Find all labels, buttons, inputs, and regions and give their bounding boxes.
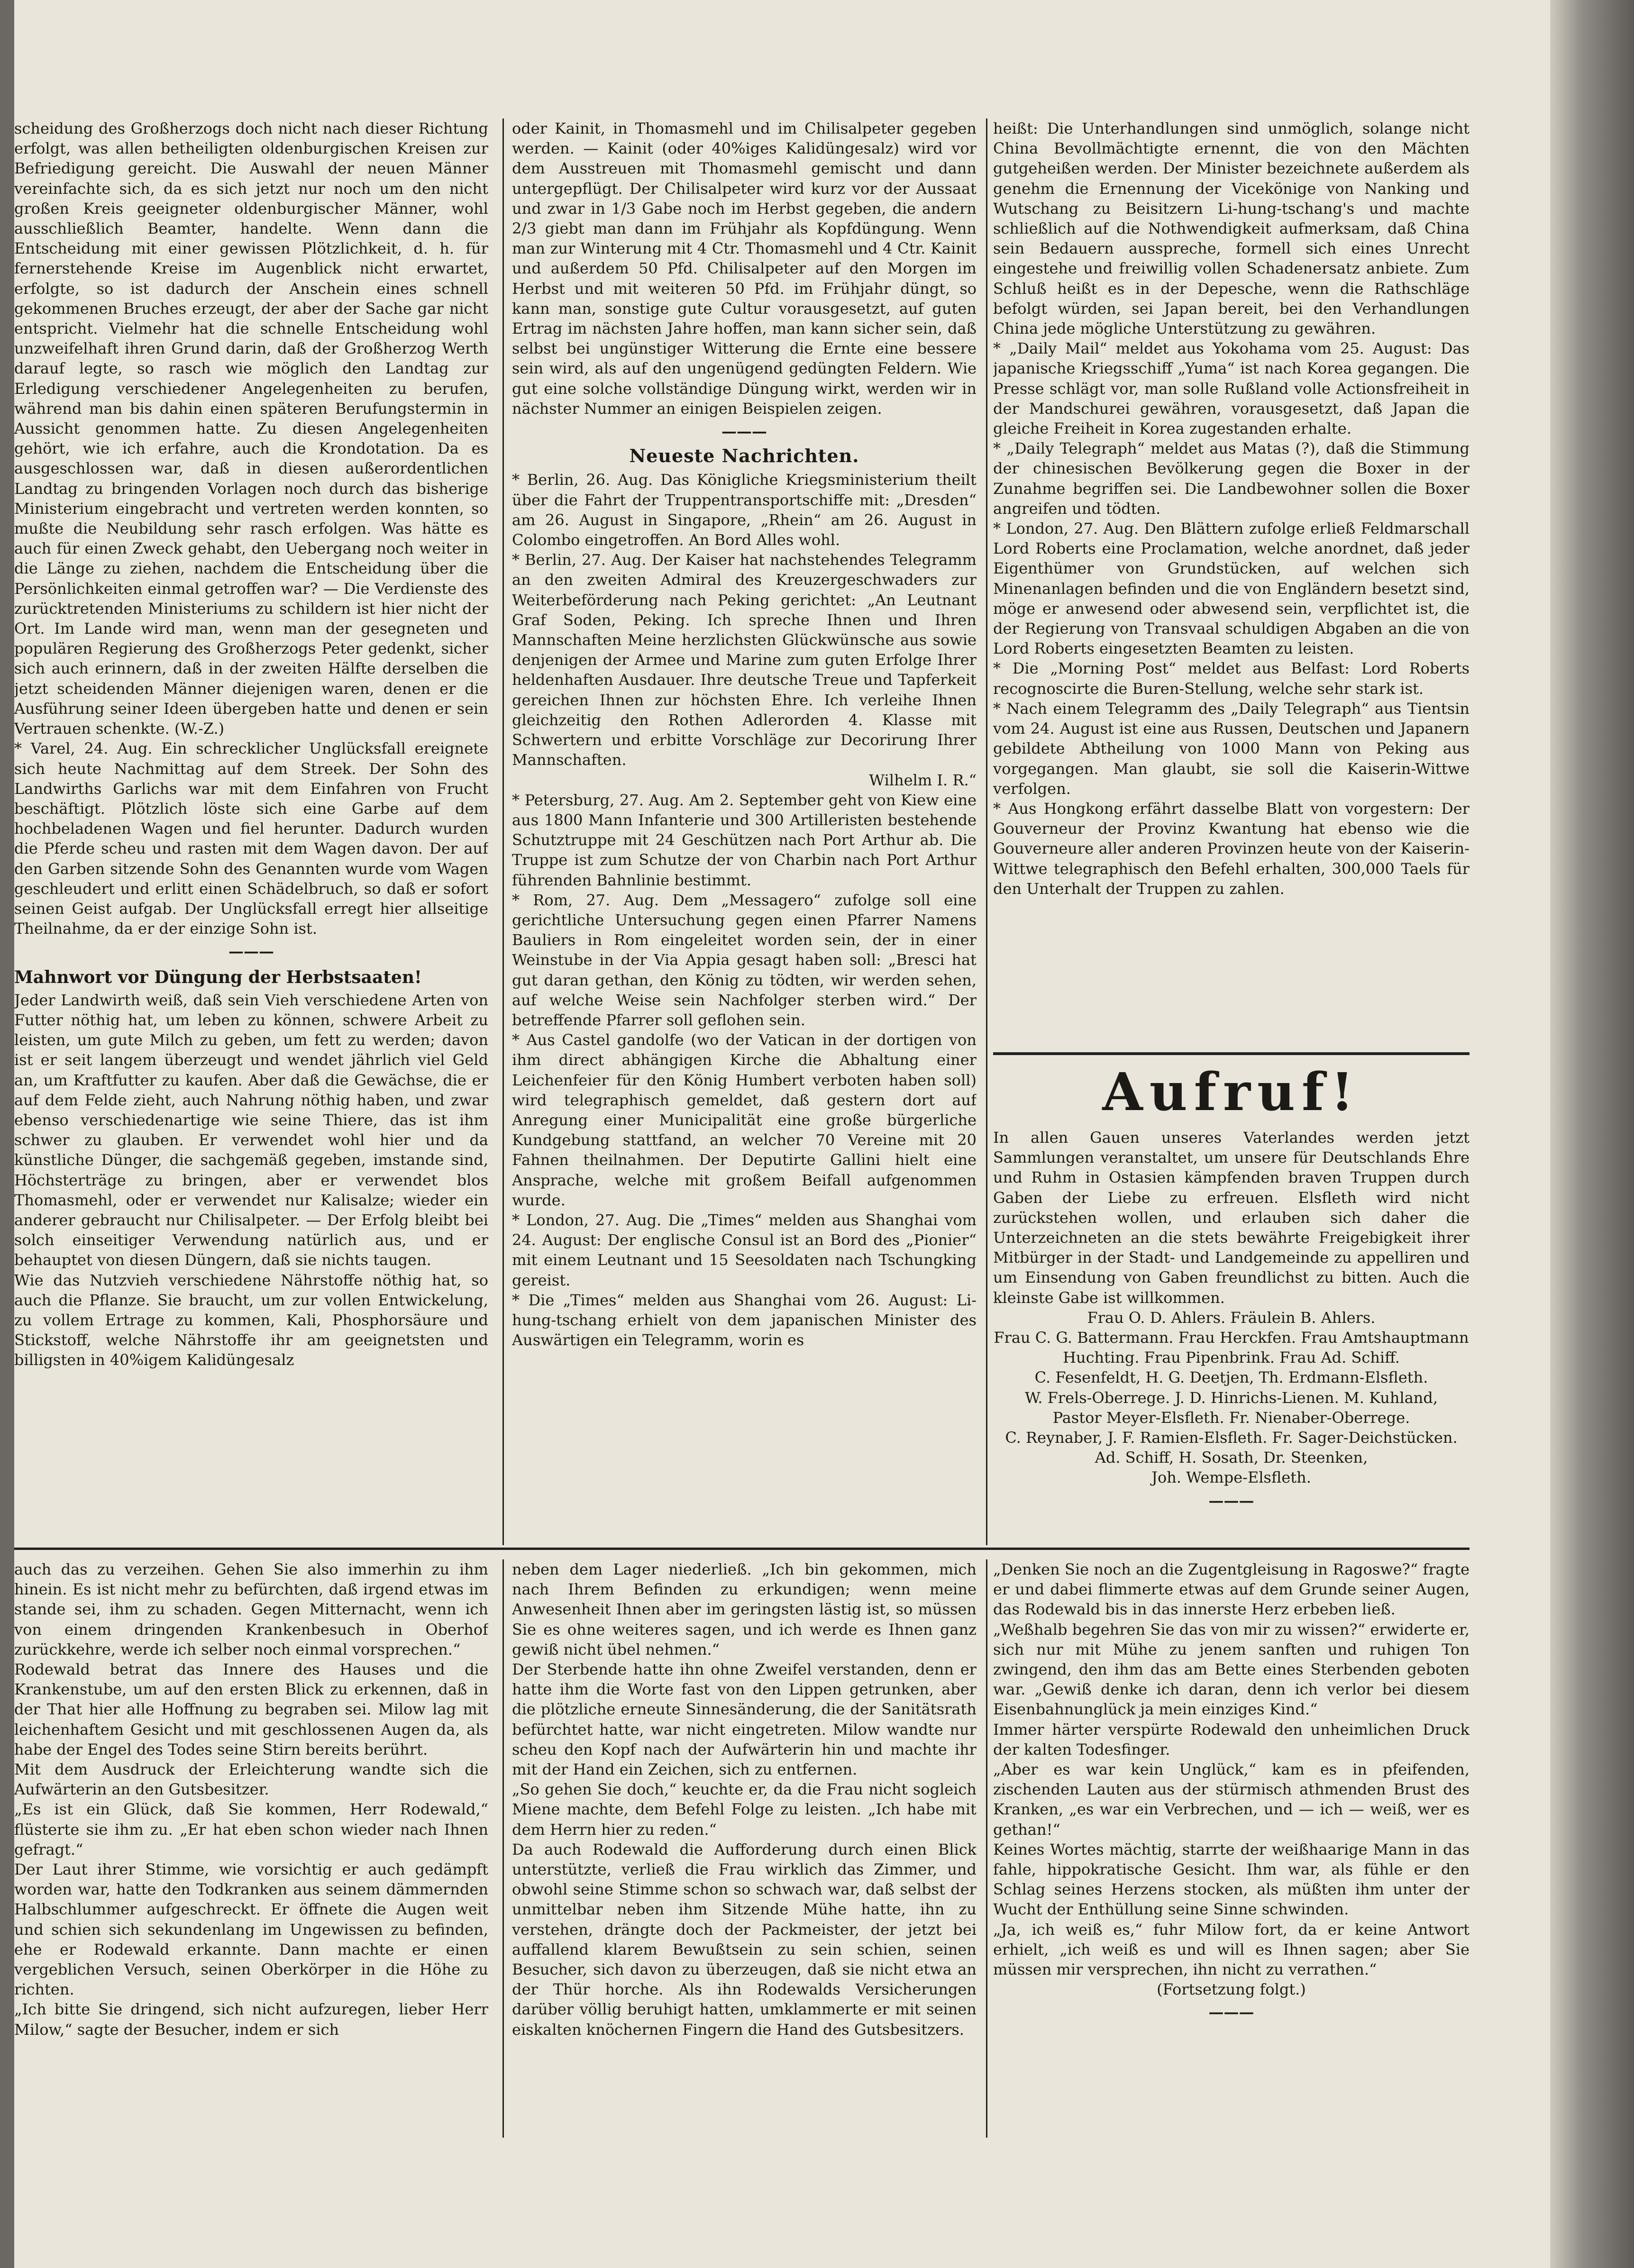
separator: ——— xyxy=(1208,2003,1254,2022)
paragraph: „Es ist ein Glück, daß Sie kommen, Herr Rodewald,“ flüsterte sie ihm zu. „Er hat eben schon wieder nach Ihnen gefragt.“ xyxy=(14,1800,488,1858)
paragraph: * Berlin, 26. Aug. Das Königliche Kriegsministerium theilt über die Fahrt der Truppentransportschiffe mit: „Dresden“ am 26. August in Singapore, „Rhein“ am 26. August in Colombo eingetroffen. An Bord Alles wohl. xyxy=(512,471,977,549)
signer-line: C. Fesenfeldt, H. G. Deetjen, Th. Erdmann-Elsfleth. xyxy=(1034,1368,1428,1387)
paragraph: * London, 27. Aug. Die „Times“ melden aus Shanghai vom 24. August: Der englische Consul ist an Bord des „Pionier“ mit einem Leutnant und 15 Seesoldaten nach Tschungking gereist. xyxy=(512,1211,977,1289)
paragraph: * Petersburg, 27. Aug. Am 2. September geht von Kiew eine aus 1800 Mann Infanterie und 300 Artilleristen bestehende Schutztruppe mit 24 Geschützen nach Port Arthur ab. Die Truppe ist zum Schutze der von Charbin nach Port Arthur führenden Bahnlinie bestimmt. xyxy=(512,791,977,889)
paragraph: Da auch Rodewald die Aufforderung durch einen Blick unterstützte, verließ die Frau wirklich das Zimmer, und obwohl seine Stimme schon so schwach war, daß selbst der unmittelbar neben ihm Sitzende Mühe hatte, ihn zu verstehen, drängte doch der Packmeister, der jetzt bei auffallend klarem Bewußtsein zu sein schien, seinen Besucher, sich davon zu überzeugen, daß sie nicht etwa an der Thür horche. Als ihn Rodewalds Versicherungen darüber völlig beruhigt hatten, umklammerte er mit seinen eiskalten knöchernen Fingern die Hand des Gutsbesitzers. xyxy=(512,1840,977,2039)
aufruf-rule xyxy=(993,1052,1470,1055)
paragraph: Der Sterbende hatte ihn ohne Zweifel verstanden, denn er hatte ihm die Worte fast von den Lippen getrunken, aber die plötzliche erneute Sinnesänderung, die der Sanitätsrath befürchtet hatte, war nicht eingetreten. Milow wandte nur scheu den Kopf nach der Aufwärterin hin und machte ihr mit der Hand ein Zeichen, sich zu entfernen. xyxy=(512,1660,977,1779)
separator: ——— xyxy=(1208,1491,1254,1510)
paragraph: oder Kainit, in Thomasmehl und im Chilisalpeter gegeben werden. — Kainit (oder 40%iges Kalidüngesalz) wird vor dem Ausstreuen mit Thomasmehl gemischt und dann untergepflügt. Der Chilisalpeter wird kurz vor der Aussaat und zwar in 1/3 Gabe noch im Herbst gegeben, die andern 2/3 giebt man dann im Frühjahr als Kopfdüngung. Wenn man zur Winterung mit 4 Ctr. Thomasmehl und 4 Ctr. Kainit und außerdem 50 Pfd. Chilisalpeter auf den Morgen im Herbst und mit weiteren 50 Pfd. im Frühjahr düngt, so kann man, sonstige gute Cultur vorausgesetzt, auf guten Ertrag im nächsten Jahre hoffen, man kann sicher sein, daß selbst bei ungünstiger Witterung die Ernte eine bessere sein wird, als auf den ungenügend gedüngten Feldern. Wie gut eine solche vollständige Düngung wirkt, werden wir in nächster Nummer an einigen Beispielen zeigen. xyxy=(512,119,977,418)
paragraph: neben dem Lager niederließ. „Ich bin gekommen, mich nach Ihrem Befinden zu erkundigen; wenn meine Anwesenheit Ihnen aber im geringsten lästig ist, so müssen Sie es ohne weiteres sagen, und ich werde es Ihnen ganz gewiß nicht übel nehmen.“ xyxy=(512,1560,977,1658)
signer-line: C. Reynaber, J. F. Ramien-Elsfleth. Fr. Sager-Deichstücken. Ad. Schiff, H. Sosath, Dr. Steenken, xyxy=(1005,1429,1458,1467)
paragraph: Keines Wortes mächtig, starrte der weißhaarige Mann in das fahle, hippokratische Gesicht. Ihm war, als fühle er den Schlag seines Herzens stocken, als müßten ihm unter der Wucht der Enthüllung seine Sinne schwinden. xyxy=(993,1840,1470,1919)
paragraph: Der Laut ihrer Stimme, wie vorsichtig er auch gedämpft worden war, hatte den Todkranken aus seinem dämmernden Halbschlummer aufgeschreckt. Er öffnete die Augen weit und schien sich sekundenlang im Ungewissen zu befinden, ehe er Rodewald erkannte. Dann machte er einen vergeblichen Versuch, seinen Oberkörper in die Höhe zu richten. xyxy=(14,1860,488,1999)
section-heading: Neueste Nachrichten. xyxy=(629,445,859,467)
paragraph: auch das zu verzeihen. Gehen Sie also immerhin zu ihm hinein. Es ist nicht mehr zu befürchten, daß irgend etwas im stande sei, ihm zu schaden. Gegen Mitternacht, wenn ich von einem dringenden Krankenbesuch in Oberhof zurückkehre, werde ich selber noch einmal vorsprechen.“ xyxy=(14,1560,488,1658)
signer-line: Frau C. G. Battermann. Frau Herckfen. Frau Amtshauptmann Huchting. Frau Pipenbrink. Frau Ad. Schiff. xyxy=(994,1329,1469,1367)
paragraph: „Weßhalb begehren Sie das von mir zu wissen?“ erwiderte er, sich nur mit Mühe zu jenem sanften und ruhigen Ton zwingend, den ihm das am Bette eines Sterbenden geboten war. „Gewiß denke ich daran, denn ich verlor bei diesem Eisenbahnunglück ja mein einziges Kind.“ xyxy=(993,1620,1470,1719)
signer-line: Joh. Wempe-Elsfleth. xyxy=(1151,1468,1311,1487)
paragraph: Mit dem Ausdruck der Erleichterung wandte sich die Aufwärterin an den Gutsbesitzer. xyxy=(14,1760,488,1799)
upper-column-3 xyxy=(993,118,1470,1024)
paragraph: „Aber es war kein Unglück,“ kam es in pfeifenden, zischenden Lauten aus der stürmisch athmenden Brust des Kranken, „es war ein Verbrechen, und — ich — weiß, wer es gethan!“ xyxy=(993,1760,1470,1839)
paragraph: Wie das Nutzvieh verschiedene Nährstoffe nöthig hat, so auch die Pflanze. Sie braucht, um zur vollen Entwickelung, zu vollem Ertrage zu kommen, Kali, Phosphorsäure und Stickstoff, welche Nährstoffe ihr am geeignetsten und billigsten in 40%igem Kalidüngesalz xyxy=(14,1271,488,1369)
paragraph: Jeder Landwirth weiß, daß sein Vieh verschiedene Arten von Futter nöthig hat, um leben zu können, schwere Arbeit zu leisten, um gute Milch zu geben, um fett zu werden; davon ist er seit langem überzeugt und wendet jährlich viel Geld an, um Kraftfutter zu kaufen. Aber daß die Gewächse, die er auf dem Felde zieht, auch Nahrung nöthig haben, und zwar ebenso verschiedenartige wie seine Thiere, das ist ihm schwer zu glauben. Er verwendet wohl hier und da künstliche Dünger, die sachgemäß gegeben, imstande sind, Höchsterträge zu bringen, aber er verwendet blos Thomasmehl, oder er verwendet nur Kalisalze; wieder ein anderer gebraucht nur Chilisalpeter. — Der Erfolg bleibt bei solch einseitiger Verwendung natürlich aus, und er behauptet von diesen Düngern, daß sie nichts taugen. xyxy=(14,991,488,1269)
paragraph: heißt: Die Unterhandlungen sind unmöglich, solange nicht China Bevollmächtigte ernennt, die von den Mächten gutgeheißen werden. Der Minister bezeichnete außerdem als genehm die Ernennung der Vicekönige von Nanking und Wutschang zu Beisitzern Li-hung-tschang's und machte schließlich auf die Nothwendigkeit aufmerksam, daß China sein Bedauern ausspreche, formell sich eines Unrecht eingestehe und freiwillig vollen Schadenersatz anbiete. Zum Schluß heißt es in der Depesche, wenn die Rathschläge befolgt würden, sei Japan bereit, bei den Verhandlungen China jede mögliche Unterstützung zu gewähren. xyxy=(993,119,1470,338)
paragraph: „Denken Sie noch an die Zugentgleisung in Ragoswe?“ fragte er und dabei flimmerte etwas auf dem Grunde seiner Augen, das Rodewald bis in das innerste Herz erbeben ließ. xyxy=(993,1560,1470,1619)
paragraph: „So gehen Sie doch,“ keuchte er, da die Frau nicht sogleich Miene machte, dem Befehl Folge zu leisten. „Ich habe mit dem Herrn hier zu reden.“ xyxy=(512,1780,977,1839)
article-heading: Mahnwort vor Düngung der Herbstsaaten! xyxy=(14,967,422,987)
paragraph: * Aus Hongkong erfährt dasselbe Blatt von vorgestern: Der Gouverneur der Provinz Kwantung hat ebenso wie die Gouverneure aller anderen Provinzen heute von der Kaiserin-Wittwe telegraphisch den Befehl erhalten, 300,000 Taels für den Unterhalt der Truppen zu zahlen. xyxy=(993,799,1470,898)
paragraph: In allen Gauen unseres Vaterlandes werden jetzt Sammlungen veranstaltet, um unsere für Deutschlands Ehre und Ruhm in Ostasien kämpfenden braven Truppen durch Gaben der Liebe zu erfreuen. Elsfleth wird nicht zurückstehen wollen, und erlauben sich daher die Unterzeichneten an die stets bewährte Freigebigkeit ihrer Mitbürger in der Stadt- und Landgemeinde zu appelliren und um Einsendung von Gaben freundlichst zu bitten. Auch die kleinste Gabe ist willkommen. xyxy=(993,1129,1470,1307)
paragraph: „Ja, ich weiß es,“ fuhr Milow fort, da er keine Antwort erhielt, „ich weiß es und will es Ihnen sagen; aber Sie müssen mir versprechen, ihn nicht zu verrathen.“ xyxy=(993,1920,1470,1979)
paragraph: „Ich bitte Sie dringend, sich nicht aufzuregen, lieber Herr Milow,“ sagte der Besucher, indem er sich xyxy=(14,2000,488,2039)
feuilleton-rule xyxy=(14,1548,1470,1550)
column-rule xyxy=(986,1559,987,2138)
separator: ——— xyxy=(228,942,274,961)
continued-note: (Fortsetzung folgt.) xyxy=(1157,1980,1306,1999)
signer-line: Pastor Meyer-Elsfleth. Fr. Nienaber-Oberrege. xyxy=(1052,1408,1410,1427)
page-edge xyxy=(1550,0,1634,2268)
signer-line: W. Frels-Oberrege. J. D. Hinrichs-Lienen. M. Kuhland, xyxy=(1024,1388,1438,1407)
column-rule xyxy=(502,1559,504,2138)
paragraph: * Die „Times“ melden aus Shanghai vom 26. August: Li-hung-tschang erhielt von dem japanischen Minister des Auswärtigen ein Telegramm, worin es xyxy=(512,1291,977,1349)
paragraph: * Aus Castel gandolfe (wo der Vatican in der dortigen von ihm direct abhängigen Kirche die Abhaltung einer Leichenfeier für den König Humbert verboten haben soll) wird telegraphisch gemeldet, daß gestern dort auf Anregung einer Municipalität eine große bürgerliche Kundgebung stattfand, an welcher 70 Vereine mit 20 Fahnen theilnahmen. Der Deputirte Gallini hielt eine Ansprache, welche mit großem Beifall aufgenommen wurde. xyxy=(512,1031,977,1209)
column-rule xyxy=(986,118,987,1545)
paragraph: * „Daily Mail“ meldet aus Yokohama vom 25. August: Das japanische Kriegsschiff „Yuma“ ist nach Korea gegangen. Die Presse schlägt vor, man solle Rußland volle Actionsfreiheit in der Mandschurei gewähren, vorausgesetzt, daß Japan die gleiche Freiheit in Korea zugestanden erhalte. xyxy=(993,339,1470,438)
newspaper-page xyxy=(14,0,1550,2268)
signer-line: Frau O. D. Ahlers. Fräulein B. Ahlers. xyxy=(1087,1308,1376,1327)
serial-column-3 xyxy=(993,1559,1470,2138)
paragraph: * Die „Morning Post“ meldet aus Belfast: Lord Roberts recognoscirte die Buren-Stellung, welche sehr stark ist. xyxy=(993,659,1470,698)
signature: Wilhelm I. R.“ xyxy=(869,771,977,789)
serial-column-1 xyxy=(14,1559,488,2138)
paragraph: Rodewald betrat das Innere des Hauses und die Krankenstube, um auf den ersten Blick zu erkennen, daß in der That hier alle Hoffnung zu begraben sei. Milow lag mit leichenhaftem Gesicht und mit geschlossenen Augen da, als habe der Engel des Todes seine Stirn bereits berührt. xyxy=(14,1660,488,1758)
paragraph: scheidung des Großherzogs doch nicht nach dieser Richtung erfolgt, was allen betheiligten oldenburgischen Kreisen zur Befriedigung gereicht. Die Auswahl der neuen Männer vereinfachte sich, da es sich jetzt nur noch um den nicht großen Kreis geeigneter oldenburgischer Männer, wohl ausschließlich Beamter, handelte. Wenn dann die Entscheidung mit einer gewissen Plötzlichkeit, d. h. für fernerstehende Kreise im Augenblick nicht erwartet, erfolgte, so ist dadurch der Anschein eines schnell gekommenen Bruches erzeugt, der aber der Sache gar nicht entspricht. Vielmehr hat die schnelle Entscheidung wohl unzweifelhaft ihren Grund darin, daß der Großherzog Werth darauf legte, so rasch wie möglich den Landtag zur Erledigung verschiedener Angelegenheiten zu berufen, während man bis dahin einen späteren Berufungstermin in Aussicht genommen hatte. Zu diesen Angelegenheiten gehört, wie ich erfahre, auch die Krondotation. Da es ausgeschlossen war, daß in diesen außerordentlichen Landtag zu bringenden Vorlagen noch durch das bisherige Ministerium eingebracht und vertreten werden konnten, so mußte die Neubildung sehr rasch erfolgen. Was hätte es auch für einen Zweck gehabt, den Uebergang noch weiter in die Länge zu ziehen, nachdem die Entscheidung über die Persönlichkeiten einmal getroffen war? — Die Verdienste des zurücktretenden Ministeriums zu schildern ist hier nicht der Ort. Im Lande wird man, wenn man der gesegneten und populären Regierung des Großherzogs Peter gedenkt, sicher sich auch erinnern, daß in der zweiten Hälfte derselben die jetzt scheidenden Männer diejenigen waren, denen er die Ausführung seiner Ideen übergeben hatte und denen er sein Vertrauen schenkte. (W.-Z.) xyxy=(14,119,488,738)
separator: ——— xyxy=(721,422,767,441)
serial-column-2 xyxy=(512,1559,977,2138)
aufruf-box xyxy=(993,1059,1470,1538)
paragraph: * Rom, 27. Aug. Dem „Messagero“ zufolge soll eine gerichtliche Untersuchung gegen einen Pfarrer Namens Bauliers in Rom eingeleitet worden sein, der in einer Weinstube in der Via Appia gesagt haben soll: „Bresci hat gut daran gethan, den König zu tödten, wir werden sehen, auf welche Weise sein Nachfolger sterben wird.“ Der betreffende Pfarrer soll geflohen sein. xyxy=(512,891,977,1029)
paragraph: Immer härter verspürte Rodewald den unheimlichen Druck der kalten Todesfinger. xyxy=(993,1720,1470,1758)
column-rule xyxy=(502,118,504,1545)
paragraph: * „Daily Telegraph“ meldet aus Matas (?), daß die Stimmung der chinesischen Bevölkerung gegen die Boxer in der Zunahme begriffen sei. Die Landbewohner sollen die Boxer angreifen und tödten. xyxy=(993,439,1470,518)
upper-column-1 xyxy=(14,118,488,1545)
paragraph: * Nach einem Telegramm des „Daily Telegraph“ aus Tientsin vom 24. August ist eine aus Russen, Deutschen und Japanern gebildete Abtheilung von 1000 Mann von Peking aus vorgegangen. Man glaubt, sie soll die Kaiserin-Wittwe verfolgen. xyxy=(993,699,1470,798)
paragraph: * Varel, 24. Aug. Ein schrecklicher Unglücksfall ereignete sich heute Nachmittag auf dem Streek. Der Sohn des Landwirths Garlichs war mit dem Einfahren von Frucht beschäftigt. Plötzlich löste sich eine Garbe auf dem hochbeladenen Wagen und fiel herunter. Dadurch wurden die Pferde scheu und rasten mit dem Wagen davon. Der auf den Garben sitzende Sohn des Genannten wurde vom Wagen geschleudert und erlitt einen Schädelbruch, so daß er sofort seinen Geist aufgab. Der Unglücksfall erregt hier allseitige Theilnahme, da er der einzige Sohn ist. xyxy=(14,739,488,938)
upper-column-2 xyxy=(512,118,977,1545)
aufruf-title: Aufruf! xyxy=(1102,1061,1360,1122)
paragraph: * Berlin, 27. Aug. Der Kaiser hat nachstehendes Telegramm an den zweiten Admiral des Kreuzergeschwaders zur Weiterbeförderung nach Peking gerichtet: „An Leutnant Graf Soden, Peking. Ich spreche Ihnen und Ihren Mannschaften Meine herzlichsten Glückwünsche aus sowie denjenigen der Armee und Marine zum guten Erfolge Ihrer heldenhaften Ausdauer. Ihre deutsche Treue und Tapferkeit gereichen Ihnen zur höchsten Ehre. Ich verleihe Ihnen gleichzeitig den Rothen Adlerorden 4. Klasse mit Schwertern und erbitte Vorschläge zur Decorirung Ihrer Mannschaften. xyxy=(512,551,977,769)
paragraph: * London, 27. Aug. Den Blättern zufolge erließ Feldmarschall Lord Roberts eine Proclamation, welche anordnet, daß jeder Eigenthümer von Grundstücken, auf welchen sich Minenanlagen befinden und die von Engländern besetzt sind, möge er anwesend oder abwesend sein, verpflichtet ist, die der Regierung von Transvaal schuldigen Abgaben an die von Lord Roberts eingesetzten Beamten zu leisten. xyxy=(993,519,1470,658)
